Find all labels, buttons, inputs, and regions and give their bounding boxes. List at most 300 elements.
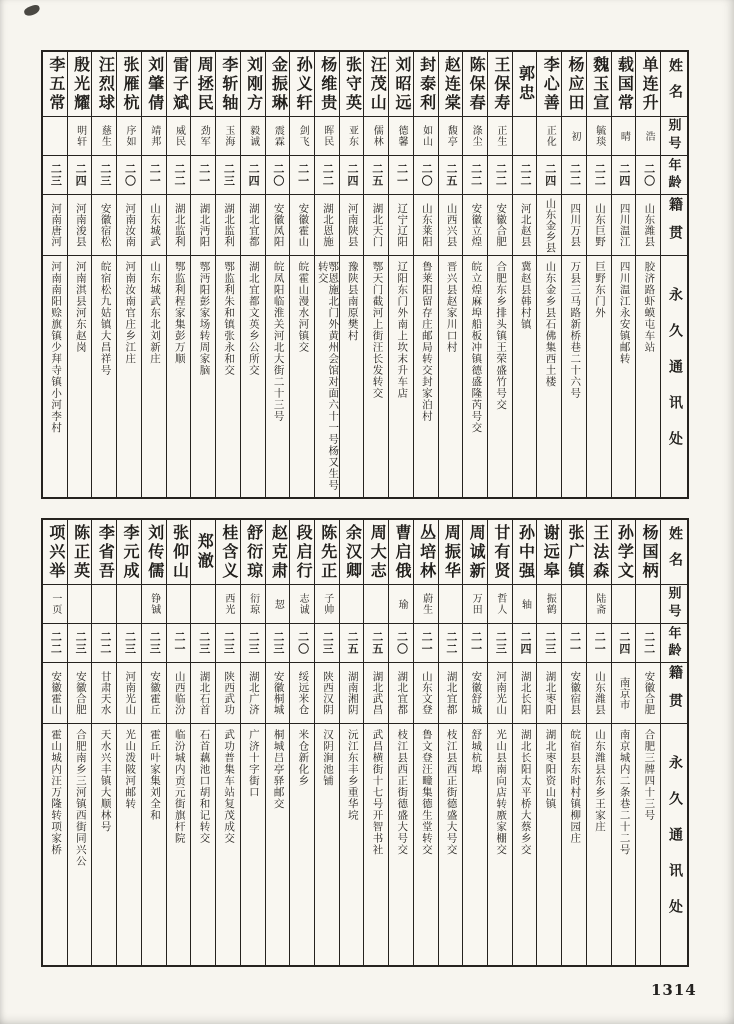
entry-name: 舒衍琼 <box>244 523 262 581</box>
entry-address: 石首藕池口胡和记转交 <box>191 723 215 965</box>
entry-column <box>388 52 413 497</box>
entry-name: 李省吾 <box>96 523 114 581</box>
entry-name: 郭忠 <box>516 65 534 103</box>
header-name: 姓名 <box>667 526 682 578</box>
entry-alias: 子帅 <box>315 584 339 623</box>
entry-native: 山西临汾 <box>167 662 191 723</box>
entry-age: 二三 <box>216 155 240 194</box>
entry-address: 鲁文登汪疃集德生堂转交 <box>414 723 438 965</box>
entry-alias: 正生 <box>488 116 512 155</box>
entry-alias <box>43 116 67 155</box>
entry-age: 二一 <box>191 155 215 194</box>
entry-age: 二〇 <box>389 623 413 662</box>
header-name: 姓名 <box>667 58 682 110</box>
entry-address: 河南南阳赊旗镇少拜寺镇小河李村 <box>43 255 67 497</box>
entry-age: 二三 <box>266 623 290 662</box>
entry-column <box>141 52 166 497</box>
entry-name: 张守英 <box>343 55 361 113</box>
entry-native: 安徽凤阳 <box>266 194 290 255</box>
entry-column <box>536 52 561 497</box>
entry-native: 湖北沔阳 <box>191 194 215 255</box>
entry-age: 二四 <box>513 623 537 662</box>
entry-column <box>586 520 611 965</box>
entry-column <box>91 52 116 497</box>
entry-name: 雷子斌 <box>170 55 188 113</box>
entry-name: 张雁杭 <box>121 55 139 113</box>
entry-alias <box>513 116 537 155</box>
entry-address: 霍丘叶家集刘全和 <box>142 723 166 965</box>
scan-smudge <box>23 4 41 18</box>
entry-native: 河南唐河 <box>43 194 67 255</box>
entry-address: 皖宿松九姑镇大昌祥号 <box>92 255 116 497</box>
entry-native: 四川万县 <box>562 194 586 255</box>
entry-age: 二二 <box>562 155 586 194</box>
entry-age: 二一 <box>562 623 586 662</box>
entry-address: 汉阴涧池铺 <box>315 723 339 965</box>
entry-name: 项兴举 <box>46 523 64 581</box>
entry-age: 二二 <box>315 155 339 194</box>
entry-age: 二一 <box>414 623 438 662</box>
header-age: 年龄 <box>661 155 687 194</box>
entry-column <box>240 52 265 497</box>
entry-age: 二三 <box>43 155 67 194</box>
header-native: 籍贯 <box>661 662 687 723</box>
entry-address: 米仓新化乡 <box>290 723 314 965</box>
entry-name: 李心善 <box>541 55 559 113</box>
entry-address: 皖立煌麻埠船板冲镇德盛隆芮号交 <box>463 255 487 497</box>
entry-native: 四川温江 <box>612 194 636 255</box>
entry-alias: 亚东 <box>340 116 364 155</box>
entry-address: 枝江县西正街德盛大号交 <box>389 723 413 965</box>
entry-name: 曹启俄 <box>392 523 410 581</box>
entry-name: 周振华 <box>442 523 460 581</box>
entry-address: 天水兴丰镇大顺林号 <box>92 723 116 965</box>
entry-name: 刘传儒 <box>145 523 163 581</box>
entry-age: 二三 <box>117 623 141 662</box>
entry-name: 魏玉宣 <box>590 55 608 113</box>
entry-age: 二二 <box>513 155 537 194</box>
entry-column <box>388 520 413 965</box>
entry-column <box>363 52 388 497</box>
entry-native: 山东潍县 <box>587 662 611 723</box>
entry-column <box>265 520 290 965</box>
entry-address: 鄂沔阳彭家场转周家脑 <box>191 255 215 497</box>
entry-alias: 浩 <box>636 116 660 155</box>
entry-native: 湖北监利 <box>216 194 240 255</box>
entry-alias: 蔚生 <box>414 584 438 623</box>
entry-name: 杨维贵 <box>318 55 336 113</box>
entry-address: 光山泼陂河邮转 <box>117 723 141 965</box>
entry-age: 二三 <box>488 623 512 662</box>
entry-native: 山东潍县 <box>636 194 660 255</box>
entry-column <box>314 52 339 497</box>
entry-native: 湖北长阳 <box>513 662 537 723</box>
entry-native: 河北赵县 <box>513 194 537 255</box>
entry-column <box>240 520 265 965</box>
entry-column <box>438 52 463 497</box>
entry-name: 金振琳 <box>269 55 287 113</box>
entry-column <box>215 52 240 497</box>
entry-name: 陈正英 <box>71 523 89 581</box>
entry-native: 河南浚县 <box>68 194 92 255</box>
entry-age: 二二 <box>43 623 67 662</box>
entry-alias: 志诚 <box>290 584 314 623</box>
entry-column <box>289 52 314 497</box>
entry-native: 河南陕县 <box>340 194 364 255</box>
entry-name: 陈保春 <box>467 55 485 113</box>
entry-alias: 哲人 <box>488 584 512 623</box>
entry-native: 湖北监利 <box>167 194 191 255</box>
entry-age: 二一 <box>290 155 314 194</box>
entry-column <box>561 52 586 497</box>
page-number: 1314 <box>651 981 697 999</box>
entry-name: 郑澈 <box>195 533 213 571</box>
entry-native: 安徽宿松 <box>92 194 116 255</box>
entry-age: 二五 <box>364 155 388 194</box>
entry-age: 二三 <box>537 623 561 662</box>
entry-column <box>561 520 586 965</box>
entry-native: 河南光山 <box>117 662 141 723</box>
entry-name: 王保寿 <box>491 55 509 113</box>
entry-alias: 涤尘 <box>463 116 487 155</box>
entry-name: 赵连棠 <box>442 55 460 113</box>
entry-name: 刘昭远 <box>392 55 410 113</box>
entry-age: 二三 <box>241 623 265 662</box>
entry-age: 二四 <box>68 155 92 194</box>
entry-address: 湖北长阳太平桥大蔡乡交 <box>513 723 537 965</box>
entry-address: 巨野东门外 <box>587 255 611 497</box>
entry-age: 二一 <box>463 623 487 662</box>
entry-native: 湖北宜都 <box>389 662 413 723</box>
entry-name: 刘刚方 <box>244 55 262 113</box>
entry-name: 段启行 <box>294 523 312 581</box>
entry-native: 陕西汉阴 <box>315 662 339 723</box>
entry-native: 安徽宿县 <box>562 662 586 723</box>
entry-native: 湖北宜都 <box>241 194 265 255</box>
entry-alias <box>636 584 660 623</box>
entry-alias: 晖民 <box>315 116 339 155</box>
entry-address: 四川温江永安镇邮转 <box>612 255 636 497</box>
entry-address: 山东城武东北刘新庄 <box>142 255 166 497</box>
entry-alias: 毅诚 <box>241 116 265 155</box>
entry-name: 孙义轩 <box>294 55 312 113</box>
entry-native: 山东金乡县 <box>537 194 561 255</box>
entry-alias: 靖邦 <box>142 116 166 155</box>
entry-column <box>611 520 636 965</box>
header-age: 年龄 <box>661 623 687 662</box>
entry-column <box>339 52 364 497</box>
header-column <box>660 520 687 965</box>
entry-age: 二〇 <box>636 155 660 194</box>
entry-age: 二五 <box>340 623 364 662</box>
entry-column <box>141 520 166 965</box>
entry-native: 安徽桐城 <box>266 662 290 723</box>
entry-alias: 初 <box>562 116 586 155</box>
entry-address: 皖宿县东时村镇柳园庄 <box>562 723 586 965</box>
entry-column <box>635 520 660 965</box>
entry-address: 皖霍山漫水河镇交 <box>290 255 314 497</box>
entry-age: 二一 <box>389 155 413 194</box>
entry-column <box>363 520 388 965</box>
entry-name: 余汉卿 <box>343 523 361 581</box>
entry-age: 二〇 <box>117 155 141 194</box>
entry-age: 二四 <box>241 155 265 194</box>
entry-age: 二四 <box>340 155 364 194</box>
entry-native: 安徽合肥 <box>68 662 92 723</box>
entry-column <box>67 520 92 965</box>
entry-address: 皖凤阳临淮关河北大街二十三号 <box>266 255 290 497</box>
entry-name: 汪茂山 <box>368 55 386 113</box>
entry-alias <box>68 584 92 623</box>
entry-name: 李五常 <box>46 55 64 113</box>
entry-native: 陕西武功 <box>216 662 240 723</box>
entry-alias: 恝 <box>266 584 290 623</box>
entry-address: 枝江县西正街德盛大号交 <box>439 723 463 965</box>
entry-native: 山东文登 <box>414 662 438 723</box>
entry-column <box>166 520 191 965</box>
entry-name: 王法森 <box>590 523 608 581</box>
entry-address: 胶济路虾蟆屯车站 <box>636 255 660 497</box>
entry-column <box>314 520 339 965</box>
entry-alias: 正化 <box>537 116 561 155</box>
entry-name: 杨应田 <box>565 55 583 113</box>
entry-native: 湖北武昌 <box>364 662 388 723</box>
entry-alias: 晴 <box>612 116 636 155</box>
entry-native: 湖北枣阳 <box>537 662 561 723</box>
entry-alias <box>340 584 364 623</box>
entry-native: 绥远米仓 <box>290 662 314 723</box>
entry-address: 武功普集车站复茂成交 <box>216 723 240 965</box>
header-column <box>660 52 687 497</box>
entry-address: 鄂监利朱和镇张永和交 <box>216 255 240 497</box>
entry-address: 山东金乡县石佛集西土楼 <box>537 255 561 497</box>
entry-alias: 陆斋 <box>587 584 611 623</box>
header-alias: 别号 <box>661 584 687 623</box>
entry-alias <box>117 584 141 623</box>
entry-address: 南京城内二条巷二十二号 <box>612 723 636 965</box>
entry-native: 甘肃天水 <box>92 662 116 723</box>
entry-address: 鄂天门截河上街汪长发转交 <box>364 255 388 497</box>
entry-native: 安徽立煌 <box>463 194 487 255</box>
entry-address: 武昌横街十七号开智书社 <box>364 723 388 965</box>
entry-native: 安徽霍丘 <box>142 662 166 723</box>
entry-name: 载国常 <box>615 55 633 113</box>
entry-address: 山东潍县东乡王家庄 <box>587 723 611 965</box>
entry-address: 合肥南乡三河镇西街同兴公 <box>68 723 92 965</box>
entry-address: 河南汝南官庄乡江庄 <box>117 255 141 497</box>
entry-native: 湖北恩施 <box>315 194 339 255</box>
entry-address: 舒城杭埠 <box>463 723 487 965</box>
entry-column <box>413 520 438 965</box>
entry-age: 二二 <box>439 623 463 662</box>
entry-name: 陈先正 <box>318 523 336 581</box>
entry-alias: 劲军 <box>191 116 215 155</box>
entry-address: 合肥东乡排头镇王荣盛竹号交 <box>488 255 512 497</box>
entry-alias: 西光 <box>216 584 240 623</box>
header-alias: 别号 <box>661 116 687 155</box>
entry-native: 南京市 <box>612 662 636 723</box>
entry-alias <box>167 584 191 623</box>
entry-native: 山西兴县 <box>439 194 463 255</box>
entry-name: 赵克肃 <box>269 523 287 581</box>
entry-alias: 剑飞 <box>290 116 314 155</box>
entry-native: 安徽霍山 <box>290 194 314 255</box>
entry-address: 霍山城内汪万隆转项家桥 <box>43 723 67 965</box>
entry-column <box>438 520 463 965</box>
entry-alias: 一页 <box>43 584 67 623</box>
entry-age: 二三 <box>191 623 215 662</box>
entry-name: 封泰利 <box>417 55 435 113</box>
entry-age: 二二 <box>587 155 611 194</box>
entry-column <box>635 52 660 497</box>
entry-native: 安徽舒城 <box>463 662 487 723</box>
entry-alias: 序如 <box>117 116 141 155</box>
entry-native: 山东莱阳 <box>414 194 438 255</box>
entry-alias: 衍琼 <box>241 584 265 623</box>
entry-address: 临汾城内贡元街旗杆院 <box>167 723 191 965</box>
entry-age: 二一 <box>587 623 611 662</box>
entry-alias: 振鹤 <box>537 584 561 623</box>
entry-address: 晋兴县赵家川口村 <box>439 255 463 497</box>
entry-age: 二三 <box>142 623 166 662</box>
entry-native: 山东巨野 <box>587 194 611 255</box>
entry-age: 二一 <box>167 623 191 662</box>
entry-native: 安徽霍山 <box>43 662 67 723</box>
entry-column <box>116 520 141 965</box>
entry-alias: 震霖 <box>266 116 290 155</box>
entry-age: 二四 <box>537 155 561 194</box>
entry-alias <box>439 584 463 623</box>
entry-age: 二二 <box>167 155 191 194</box>
entry-name: 周大志 <box>368 523 386 581</box>
entry-age: 二三 <box>315 623 339 662</box>
entry-alias: 威民 <box>167 116 191 155</box>
entry-address: 广济十字街口 <box>241 723 265 965</box>
entry-age: 二五 <box>364 623 388 662</box>
entry-name: 丛培林 <box>417 523 435 581</box>
entry-age: 二〇 <box>290 623 314 662</box>
entry-native: 安徽合肥 <box>488 194 512 255</box>
entry-address: 豫陕县南原樊村 <box>340 255 364 497</box>
entry-age: 二〇 <box>266 155 290 194</box>
entry-address: 湖北枣阳资山镇 <box>537 723 561 965</box>
entry-alias: 慈生 <box>92 116 116 155</box>
entry-age: 二四 <box>612 155 636 194</box>
entry-native: 湖北石首 <box>191 662 215 723</box>
entry-alias <box>92 584 116 623</box>
entry-alias: 明轩 <box>68 116 92 155</box>
entry-alias <box>612 584 636 623</box>
entry-address: 沅江东丰乡重华垸 <box>340 723 364 965</box>
entry-alias: 德馨 <box>389 116 413 155</box>
entry-address: 合肥三牌四十三号 <box>636 723 660 965</box>
entry-column <box>116 52 141 497</box>
entry-age: 二四 <box>612 623 636 662</box>
entry-alias: 玉海 <box>216 116 240 155</box>
entry-alias: 万田 <box>463 584 487 623</box>
entry-alias <box>191 584 215 623</box>
entry-age: 二二 <box>488 155 512 194</box>
entry-column <box>339 520 364 965</box>
entry-name: 周诚新 <box>467 523 485 581</box>
entry-alias: 如山 <box>414 116 438 155</box>
entry-column <box>166 52 191 497</box>
entry-name: 周拯民 <box>195 55 213 113</box>
entry-name: 孙学文 <box>615 523 633 581</box>
entry-native: 湖南湘阴 <box>340 662 364 723</box>
entry-column <box>289 520 314 965</box>
header-native: 籍贯 <box>661 194 687 255</box>
entry-column <box>462 520 487 965</box>
entry-native: 河南光山 <box>488 662 512 723</box>
entry-column <box>512 520 537 965</box>
directory-table-top <box>41 50 689 499</box>
entry-alias: 铮铖 <box>142 584 166 623</box>
entry-column <box>611 52 636 497</box>
entry-address: 河南淇县河东赵岗 <box>68 255 92 497</box>
entry-name: 张仰山 <box>170 523 188 581</box>
entry-name: 汪烈球 <box>96 55 114 113</box>
header-address: 永久通讯处 <box>661 255 687 497</box>
entry-column <box>512 52 537 497</box>
entry-column <box>190 520 215 965</box>
entry-age: 二〇 <box>414 155 438 194</box>
entry-name: 桂含义 <box>219 523 237 581</box>
entry-alias: 瑜 <box>389 584 413 623</box>
entry-age: 二三 <box>92 155 116 194</box>
header-address: 永久通讯处 <box>661 723 687 965</box>
entry-age: 二三 <box>68 623 92 662</box>
entry-address: 辽阳东门外南上坎末升车店 <box>389 255 413 497</box>
entry-address: 鄂监利程家集彭万顺 <box>167 255 191 497</box>
entry-alias <box>364 584 388 623</box>
entry-name: 张广镇 <box>565 523 583 581</box>
entry-alias: 馥亭 <box>439 116 463 155</box>
entry-column <box>215 520 240 965</box>
entry-native: 湖北天门 <box>364 194 388 255</box>
entry-column <box>91 520 116 965</box>
entry-column <box>536 520 561 965</box>
directory-table-bottom <box>41 518 689 967</box>
entry-native: 安徽合肥 <box>636 662 660 723</box>
entry-address: 万县三马路新桥巷二十六号 <box>562 255 586 497</box>
entry-column <box>586 52 611 497</box>
entry-address: 冀赵县韩村镇 <box>513 255 537 497</box>
entry-name: 殷光耀 <box>71 55 89 113</box>
entry-name: 刘肇倩 <box>145 55 163 113</box>
entry-native: 湖北宜都 <box>439 662 463 723</box>
entry-native: 辽宁辽阳 <box>389 194 413 255</box>
entry-name: 孙中强 <box>516 523 534 581</box>
entry-age: 二三 <box>216 623 240 662</box>
entry-name: 谢远皋 <box>541 523 559 581</box>
entry-column <box>487 52 512 497</box>
entry-age: 二二 <box>463 155 487 194</box>
entry-age: 二二 <box>636 623 660 662</box>
entry-column <box>190 52 215 497</box>
entry-alias: 儒林 <box>364 116 388 155</box>
entry-native: 河南汝南 <box>117 194 141 255</box>
entry-native: 湖北广济 <box>241 662 265 723</box>
entry-age: 二五 <box>439 155 463 194</box>
entry-address: 桐城吕亭驿邮交 <box>266 723 290 965</box>
entry-name: 单连升 <box>640 55 658 113</box>
entry-column <box>265 52 290 497</box>
entry-address: 鄂恩施北门外黄州会馆对面六十一号杨又生号转交 <box>315 255 339 497</box>
entry-column <box>43 52 67 497</box>
entry-age: 二二 <box>92 623 116 662</box>
entry-name: 杨国柄 <box>640 523 658 581</box>
